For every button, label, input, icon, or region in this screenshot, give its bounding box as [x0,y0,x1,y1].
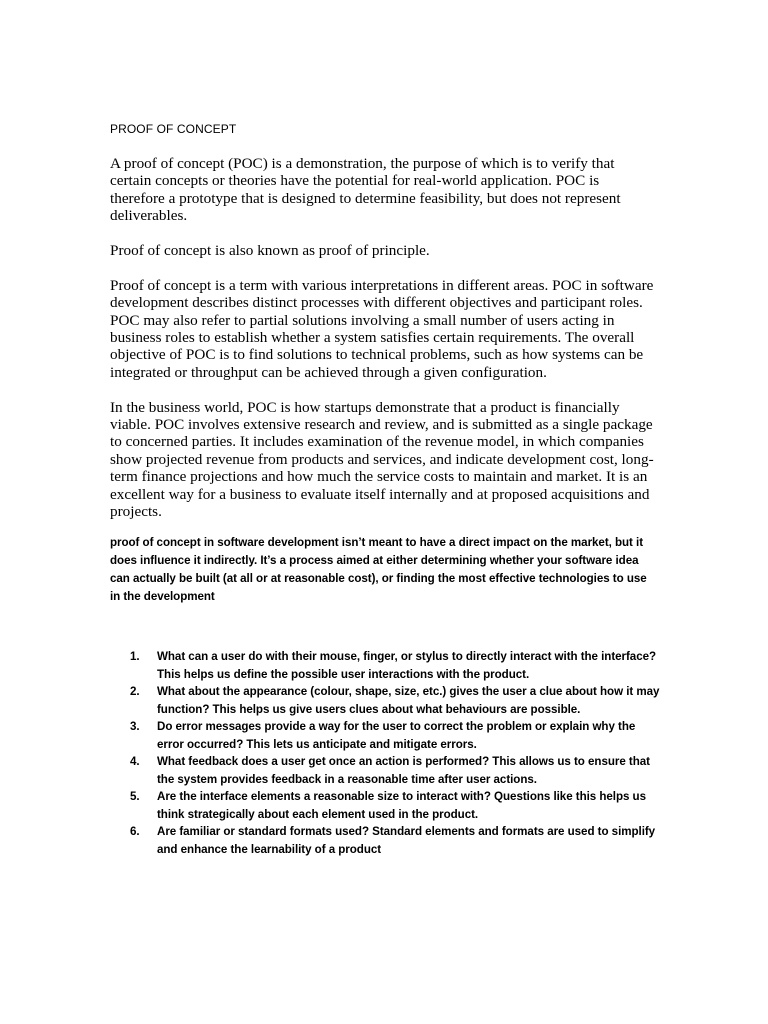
list-item [130,753,660,788]
list-item-text: What feedback does a user get once an action is performed? This allows us to ensure that the system provides feedback in a reasonable time after user actions. [157,755,650,786]
list-item [130,683,660,718]
list-item [130,718,660,753]
list-item-text: What about the appearance (colour, shape, size, etc.) gives the user a clue about how it may function? This helps us give users clues about what behaviours are possible. [157,685,660,716]
paragraph-software-note: proof of concept in software development isn’t meant to have a direct impact on the market, but it does influence it indirectly. It’s a process aimed at either determining whether your software idea can actually be built (at all or at reasonable cost), or finding the most effective technologies to use in the development [110,536,647,604]
list-item-text: Are familiar or standard formats used? Standard elements and formats are used to simplify and enhance the learnability of a product [157,825,656,856]
list-item-number: 2. [130,685,140,698]
list-item-text: Do error messages provide a way for the user to correct the problem or explain why the error occurred? This lets us anticipate and mitigate errors. [157,720,636,751]
paragraph-alias: Proof of concept is also known as proof of principle. [110,242,430,260]
paragraph-definition: A proof of concept (POC) is a demonstration, the purpose of which is to verify that certain concepts or theories have the potential for real-world application. POC is therefore a prototype that is designed to determine feasibility, but does not represent deliverables. [110,155,621,225]
list-item [130,823,660,858]
question-list [130,648,660,858]
list-item-text: What can a user do with their mouse, finger, or stylus to directly interact with the interface? This helps us define the possible user interactions with the product. [157,650,657,681]
document-heading: PROOF OF CONCEPT [110,122,237,136]
list-item-number: 1. [130,650,140,663]
list-item [130,648,660,683]
paragraph-interpretations: Proof of concept is a term with various interpretations in different areas. POC in software development describes distinct processes with different objectives and participant roles. POC may also refer to partial solutions involving a small number of users acting in business roles to establish whether a system satisfies certain requirements. The overall objective of POC is to find solutions to technical problems, such as how systems can be integrated or throughput can be achieved through a given configuration. [110,276,654,381]
list-item-number: 4. [130,755,140,768]
list-item-number: 6. [130,825,140,838]
list-item [130,788,660,823]
list-item-text: Are the interface elements a reasonable size to interact with? Questions like this helps us think strategically about each element used in the product. [157,790,646,821]
list-item-number: 3. [130,720,140,733]
paragraph-business: In the business world, POC is how startups demonstrate that a product is financially viable. POC involves extensive research and review, and is submitted as a single package to concerned parties. It includes examination of the revenue model, in which companies show projected revenue from products and services, and indicate development cost, long-term finance projections and how much the service costs to maintain and market. It is an excellent way for a business to evaluate itself internally and at proposed acquisitions and projects. [110,398,654,521]
list-item-number: 5. [130,790,140,803]
document-body [110,121,655,606]
